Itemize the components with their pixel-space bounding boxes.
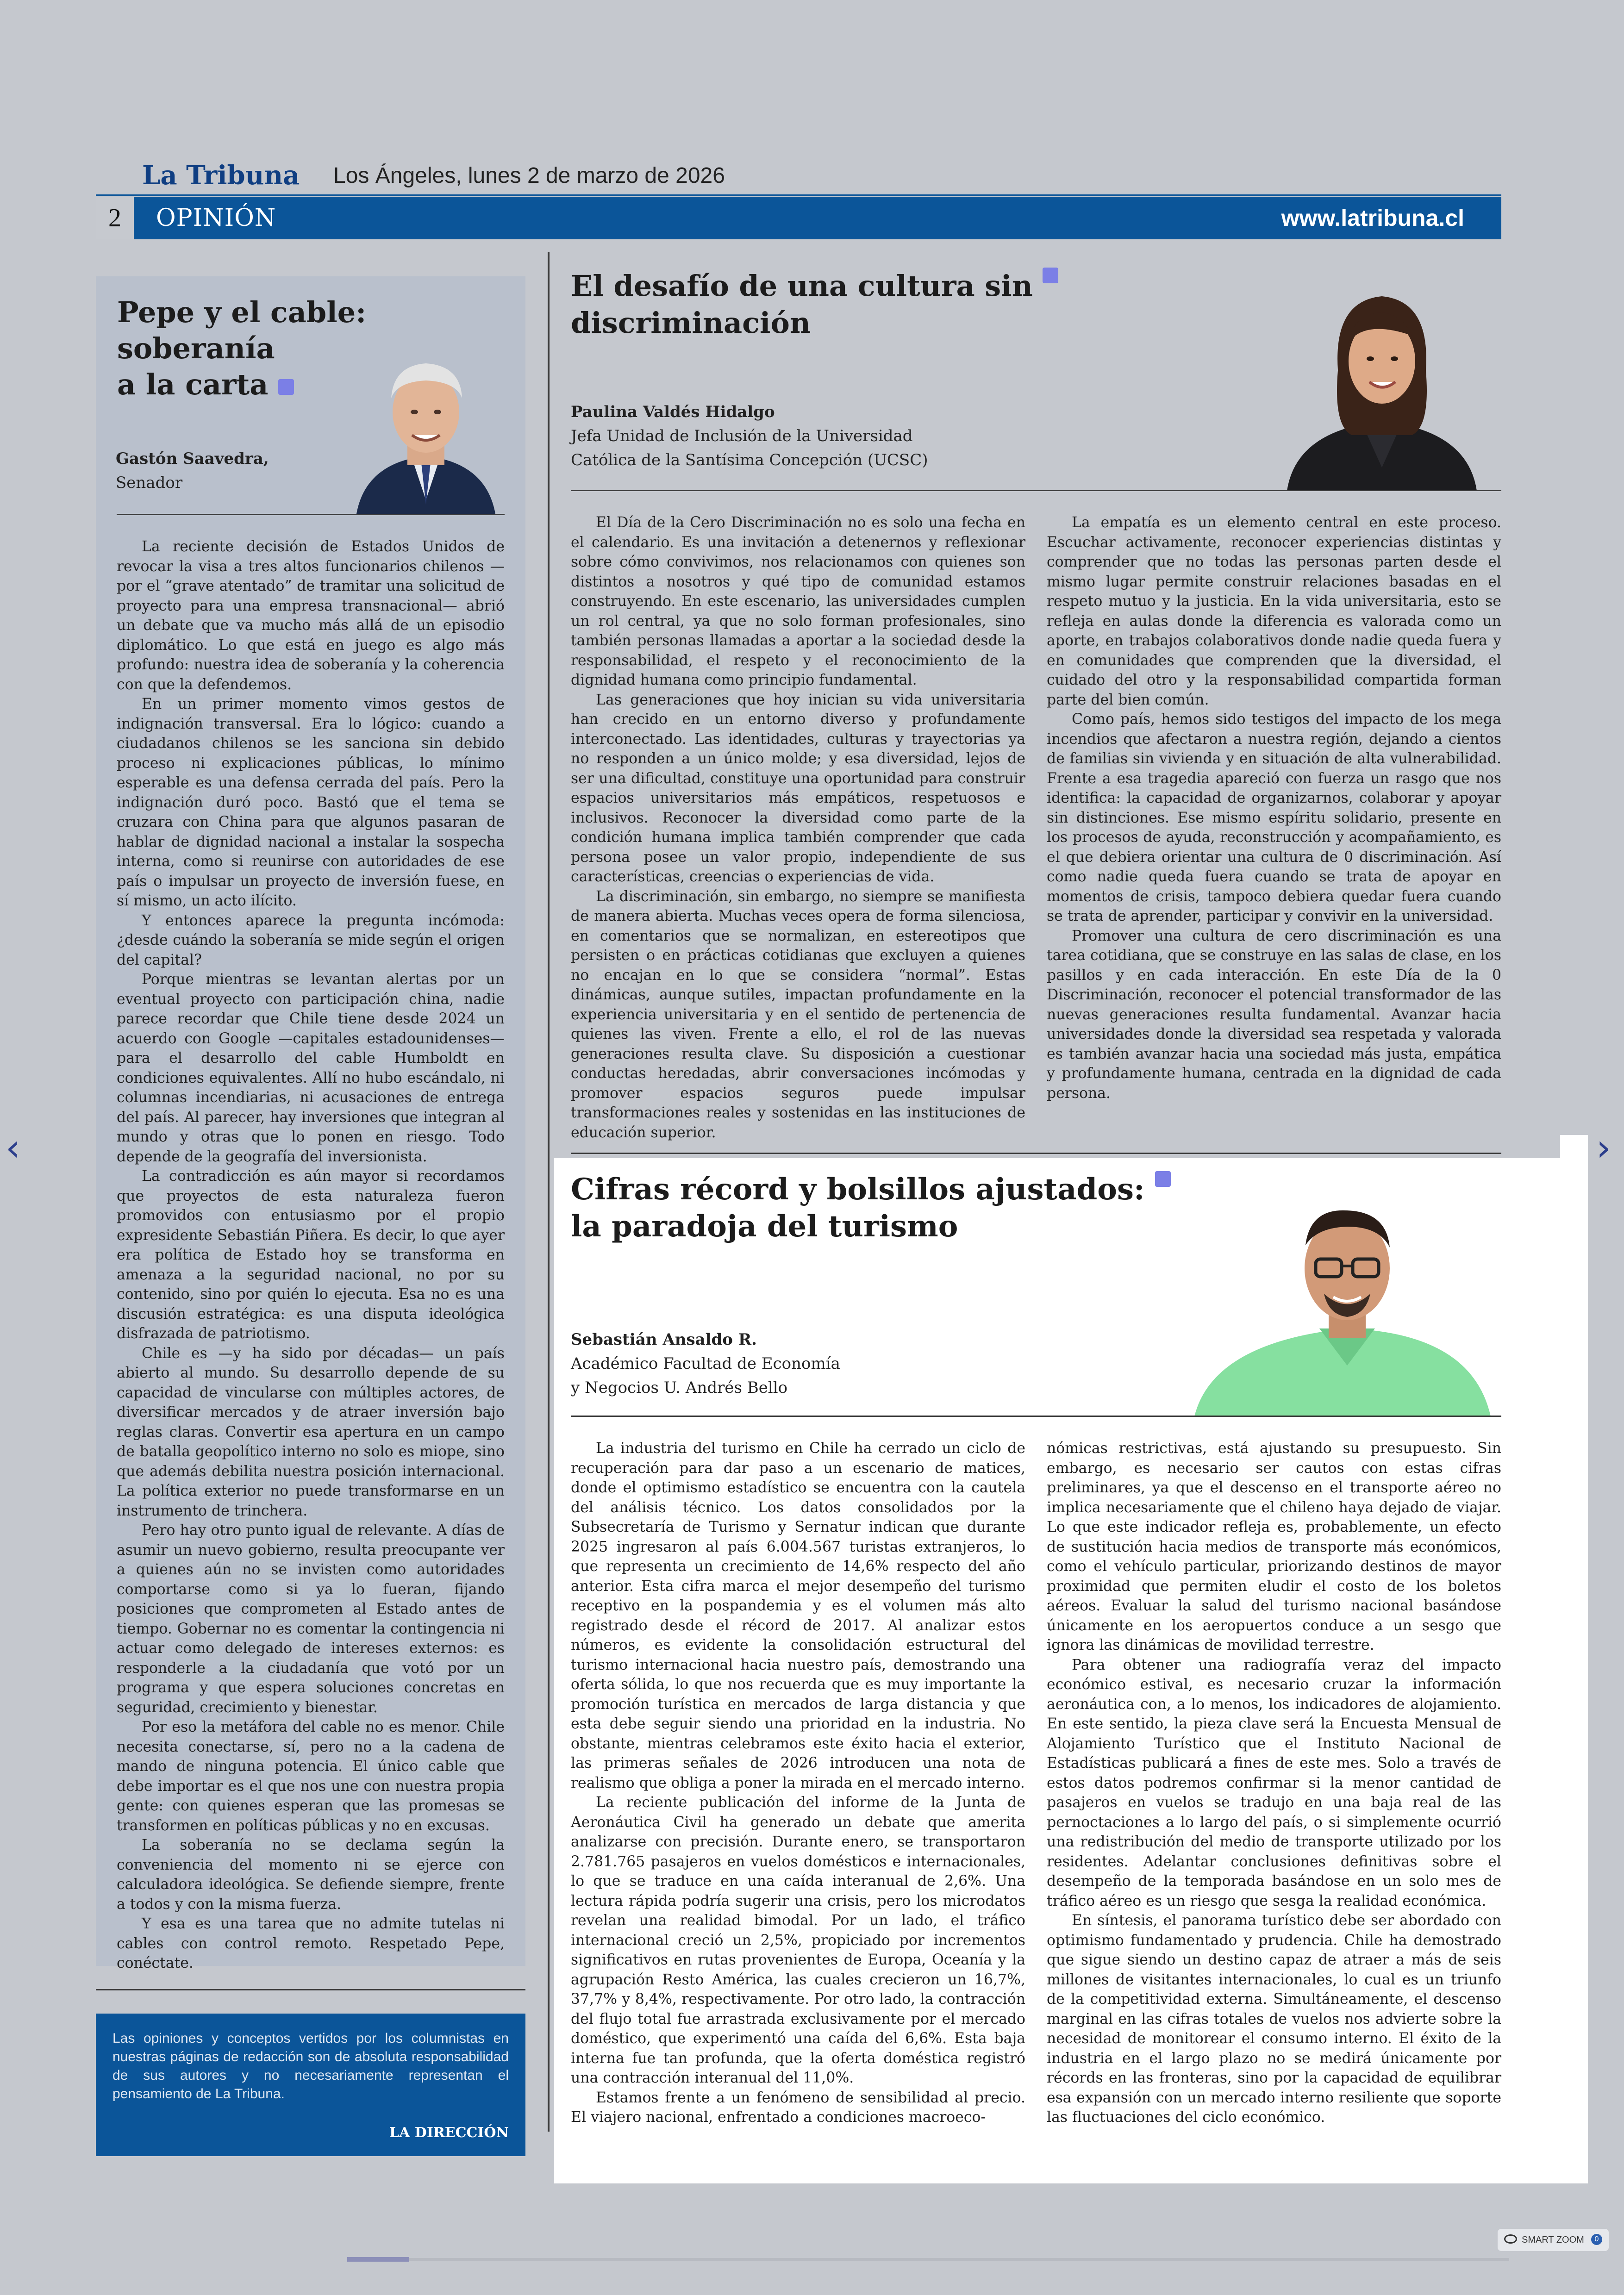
- paragraph: Como país, hemos sido testigos del impacto de los mega incendios que afectaron a nuestra región, dejando a cientos de familias sin vivienda y en situación de alta vulnerabilidad. Frente a esa tragedia apareció con fuerza un rasgo que nos identifica: la capacidad de organizarnos, colaborar y apoyar sin distinciones. Ese mismo espíritu solidario, presente en los procesos de ayuda, reconstrucción y acompañamiento, es el que debiera orientar una cultura de 0 discriminación. Así como nadie queda fuera cuando se trata de apoyar en momentos de crisis, tampoco debiera quedar fuera cuando se trata de aprender, participar y convivir en la universidad.: [1047, 711, 1501, 924]
- disclaimer-box: [96, 2014, 525, 2156]
- left-article-title: Pepe y el cable: soberanía a la carta: [117, 295, 367, 401]
- top-article-bottom-rule: [571, 1153, 1501, 1154]
- paragraph: La contradicción es aún mayor si recordamos que proyectos de esta naturaleza fueron promovidos con entusiasmo por el propio expresidente Sebastián Piñera. Es decir, lo que ayer era política de Estado hoy se transforma en amenaza a la seguridad nacional, no por su contenido, sino por quién lo ejecuta. Esa no es una discusión estratégica: es una disputa ideológica disfrazada de patriotismo.: [117, 1168, 505, 1342]
- header-rule: [96, 194, 1501, 196]
- author-photo-ansaldo: [1194, 1190, 1500, 1416]
- paragraph: La soberanía no se declama según la conveniencia del momento ni se ejerce con calculadora ideológica. Se defiende siempre, frente a todos y con la misma fuerza.: [117, 1837, 505, 1913]
- paragraph: El Día de la Cero Discriminación no es solo una fecha en el calendario. Es una invitación a detenernos y reflexionar sobre cómo convivimos, nos relacionamos con quienes son distintos a nosotros y qué tipo de comunidad estamos construyendo. En este escenario, las universidades cumplen un rol central, ya que no solo forman profesionales, sino también personas llamadas a aportar a la sociedad desde la responsabilidad, el respeto y el reconocimiento de la dignidad humana como principio fundamental.: [571, 514, 1025, 688]
- left-byline-rule: [117, 514, 505, 515]
- paragraph: En un primer momento vimos gestos de indignación transversal. Era lo lógico: cuando a ciudadanos chilenos se les sanciona sin debido proceso ni explicaciones públicas, lo mínimo esperable es una defensa cerrada del país. Pero la indignación duró poco. Bastó que el tema se cruzara con China para que algunos pasaran de hablar de dignidad nacional a instalar la sospecha interna, como si reunirse con autoridades de ese país o impulsar un proyecto de inversión fuese, en sí mismo, un acto ilícito.: [117, 696, 505, 909]
- disclaimer-text: Las opiniones y conceptos vertidos por los columnistas en nuestras páginas de redacción son de absoluta responsabilidad de sus autores y no necesariamente representan el pensamiento de La Tribuna.: [112, 2031, 509, 2102]
- column-divider: [548, 252, 550, 2132]
- page-number: 2: [108, 204, 121, 232]
- smart-zoom-badge: 0: [1591, 2234, 1602, 2245]
- paragraph: La industria del turismo en Chile ha cerrado un ciclo de recuperación para dar paso a un escenario de matices, donde el optimismo estadístico se encuentra con la cautela del análisis técnico. Los datos consolidados por la Subsecretaría de Turismo y Sernatur indican que durante 2025 ingresaron al país 6.004.567 turistas extranjeros, lo que representa un crecimiento de 14,6% respecto del año anterior. Esta cifra marca el mejor desempeño del turismo receptivo en la pospandemia y es el volumen más alto registrado desde el récord de 2017. Al analizar estos números, es evidente la consolidación estructural del turismo internacional hacia nuestro país, demostrando una oferta sólida, lo que nos recuerda que es muy importante la promoción turística en mercados de larga distancia y que esta debe seguir siendo una prioridad en la industria. No obstante, mientras celebramos este éxito hacia el exterior, las primeras señales de 2026 introducen una nota de realismo que obliga a poner la mirada en el mercado interno.: [571, 1440, 1025, 1791]
- author-photo-saavedra: [347, 347, 505, 514]
- smart-zoom-label: SMART ZOOM: [1522, 2235, 1584, 2245]
- paragraph: nómicas restrictivas, está ajustando su presupuesto. Sin embargo, es necesario ser cautos con estas cifras preliminares, ya que el descenso en el transporte aéreo no implica necesariamente que el chileno haya dejado de viajar. Lo que este indicador refleja es, probablemente, un efecto de sustitución hacia medios de transporte más económicos, como el vehículo particular, priorizando destinos de mayor proximidad que permiten eludir el costo de los boletos aéreos. Evaluar la salud del turismo nacional basándose únicamente en los aeropuertos conduce a un sesgo que ignora las dinámicas de movilidad terrestre.: [1047, 1440, 1501, 1653]
- top-article-column-1: [571, 513, 1025, 1142]
- paragraph: Promover una cultura de cero discriminación es una tarea cotidiana, que se construye en las salas de clase, en los pasillos y en cada interacción. En este Día de la 0 Discriminación, reconocer el potencial transformador de las nuevas generaciones resulta fundamental. Avanzar hacia universidades donde la diversidad sea respetada y valorada es también avanzar hacia una sociedad más justa, empática y profundamente humana, centrada en la dignidad de cada persona.: [1047, 927, 1501, 1102]
- section-title: OPINIÓN: [156, 204, 276, 232]
- page-scrubber-track[interactable]: [347, 2258, 1509, 2261]
- page-scrubber-thumb[interactable]: [347, 2257, 409, 2262]
- eye-icon: [1504, 2234, 1517, 2244]
- edit-icon[interactable]: [1043, 268, 1058, 283]
- paragraph: Porque mientras se levantan alertas por un eventual proyecto con participación china, nadie parece recordar que Chile tiene desde 2024 un acuerdo con Google —capitales estadounidenses— para el desarrollo del cable Humboldt en condiciones equivalentes. Allí no hubo escándalo, ni columnas incendiarias, ni acusaciones de entrega del país. Al parecer, hay inversiones que integran al mundo y otras que lo ponen en riesgo. Todo depende de la geografía del inversionista.: [117, 971, 505, 1165]
- top-article-title: El desafío de una cultura sin discriminación: [571, 268, 1265, 342]
- section-bar: [96, 197, 1501, 239]
- paragraph: Las generaciones que hoy inician su vida universitaria han crecido en un entorno diverso y profundamente interconectado. Las identidades, culturas y trayectorias ya no responden a un único molde; y esa diversidad, lejos de ser una dificultad, constituye una oportunidad para construir espacios universitarios más empáticos, respetuosos e inclusivos. Reconocer la diversidad como parte de la condición humana implica también comprender que cada persona posee un valor propio, independiente de sus características, creencias o experiencias de vida.: [571, 691, 1025, 885]
- bottom-article-title: Cifras récord y bolsillos ajustados: la paradoja del turismo: [571, 1171, 1265, 1245]
- left-bottom-rule: [96, 1989, 525, 1990]
- paragraph: La discriminación, sin embargo, no siempre se manifiesta de manera abierta. Muchas veces opera de forma silenciosa, en comentarios que se normalizan, en estereotipos que persisten o en prácticas cotidianas que excluyen a quienes no encajan en lo que se considera “normal”. Estas dinámicas, aunque sutiles, impactan profundamente en la experiencia universitaria y en el sentido de pertenencia de quienes las viven. Frente a ello, el rol de las nuevas generaciones resulta clave. Su disposición a cuestionar conductas heredadas, abrir conversaciones incómodas y promover espacios seguros puede impulsar transformaciones reales y sostenidas en las instituciones de educación superior.: [571, 888, 1025, 1141]
- edit-icon[interactable]: [1155, 1171, 1171, 1187]
- paragraph: La reciente publicación del informe de la Junta de Aeronáutica Civil ha generado un debate que amerita analizarse con precisión. Durante enero, se transportaron 2.781.765 pasajeros en vuelos domésticos e internacionales, lo que se traduce en una caída interanual de 2,6%. Una lectura rápida podría sugerir una crisis, pero los microdatos revelan una realidad bimodal. Por un lado, el tráfico internacional creció un 2,5%, propiciado por incrementos significativos en rutas provenientes de Europa, Oceanía y la agrupación Resto América, las cuales crecieron un 16,7%, 37,7% y 8,4%, respectivamente. Por otro lado, la contracción del flujo total fue arrastrada exclusivamente por el mercado doméstico, que experimentó una caída del 6,6%. Esta baja interna fue tan profunda, que la oferta doméstica registró una contracción interanual del 11,0%.: [571, 1794, 1025, 2086]
- bottom-article-column-1: [571, 1439, 1025, 2127]
- website-link[interactable]: www.latribuna.cl: [1281, 205, 1464, 231]
- edit-icon[interactable]: [278, 379, 294, 395]
- top-byline-rule: [571, 490, 1501, 491]
- top-article-byline: Paulina Valdés Hidalgo Jefa Unidad de Inclusión de la Universidad Católica de la Santísima Concepción (UCSC): [571, 403, 928, 469]
- top-article-column-2: [1047, 513, 1501, 1103]
- bottom-article-column-2: [1047, 1439, 1501, 2127]
- paragraph: Para obtener una radiografía veraz del impacto económico estival, es necesario cruzar la información aeronáutica con, a lo menos, los indicadores de alojamiento. En este sentido, la pieza clave será la Encuesta Mensual de Alojamiento Turístico que el Instituto Nacional de Estadísticas publicará a fines de este mes. Solo a través de estos datos podremos confirmar si la menor cantidad de pasajeros en vuelos se tradujo en una baja real de las pernoctaciones a lo largo del país, o si simplemente ocurrió una redistribución del medio de transporte utilizado por los residentes. Adelantar conclusiones definitivas sobre el desempeño de la temporada basándose en un solo mes de tráfico aéreo es un riesgo que sesga la realidad económica.: [1047, 1656, 1501, 1909]
- bottom-article-byline: Sebastián Ansaldo R. Académico Facultad de Economía y Negocios U. Andrés Bello: [571, 1330, 840, 1397]
- paragraph: La reciente decisión de Estados Unidos de revocar la visa a tres altos funcionarios chilenos —por el “grave atentado” de tramitar una solicitud de proyecto para una empresa transnacional— abrió un debate que va mucho más allá de un episodio diplomático. Lo que está en juego es algo más profundo: nuestra idea de soberanía y la coherencia con que la defendemos.: [117, 538, 505, 693]
- paragraph: Y esa es una tarea que no admite tutelas ni cables con control remoto. Respetado Pepe, conéctate.: [117, 1915, 505, 1971]
- masthead-logo: La Tribuna: [142, 160, 300, 191]
- paragraph: Por eso la metáfora del cable no es menor. Chile necesita conectarse, sí, pero no a la cadena de mando de ninguna potencia. El único cable que debe importar es el que nos une con nuestra propia gente: con quienes esperan que las promesas se transformen en políticas públicas y no en excusas.: [117, 1719, 505, 1834]
- author-photo-valdes: [1273, 273, 1491, 491]
- paragraph: Y entonces aparece la pregunta incómoda: ¿desde cuándo la soberanía se mide según el origen del capital?: [117, 912, 505, 968]
- paragraph: Estamos frente a un fenómeno de sensibilidad al precio. El viajero nacional, enfrentado a condiciones macroeco-: [571, 2089, 1025, 2126]
- paragraph: La empatía es un elemento central en este proceso. Escuchar activamente, reconocer experiencias distintas y comprender que no todas las personas parten desde el mismo lugar permite construir relaciones basadas en el respeto mutuo y la justicia. En la vida universitaria, esto se refleja en aulas donde la diferencia es valorada como un aporte, en trabajos colaborativos donde nadie queda fuera y en comunidades que comprenden que la diversidad, el cuidado del otro y la responsabilidad compartida forman parte del bien común.: [1047, 514, 1501, 708]
- paragraph: En síntesis, el panorama turístico debe ser abordado con optimismo fundamentado y prudencia. Chile ha demostrado que sigue siendo un destino capaz de atraer a más de seis millones de visitantes internacionales, lo cual es un triunfo de la competitividad externa. Simultáneamente, el descenso marginal en las cifras totales de vuelos nos advierte sobre la necesidad de monitorear el consumo interno. El éxito de la industria en el largo plazo no se medirá únicamente por récords en las fronteras, sino por la capacidad de equilibrar esa expansión con un mercado interno resiliente que soporte las fluctuaciones del ciclo económico.: [1047, 1912, 1501, 2126]
- prev-page-icon[interactable]: ‹: [6, 1126, 20, 1169]
- paragraph: Chile es —y ha sido por décadas— un país abierto al mundo. Su desarrollo depende de su capacidad de vincularse con múltiples actores, de diversificar mercados y de atraer inversión bajo reglas claras. Convertir esa apertura en un campo de batalla geopolítico interno no solo es miope, sino que además debilita nuestra posición internacional. La política exterior no puede transformarse en un instrumento de trinchera.: [117, 1345, 505, 1519]
- dateline: Los Ángeles, lunes 2 de marzo de 2026: [333, 163, 725, 188]
- left-article-byline: Gastón Saavedra, Senador: [116, 449, 269, 492]
- smart-zoom-button[interactable]: [1498, 2229, 1609, 2251]
- left-article-body: [117, 537, 505, 1973]
- paragraph: Pero hay otro punto igual de relevante. A días de asumir un nuevo gobierno, resulta preocupante ver a quienes aún no se invisten como autoridades comportarse como si ya lo fueran, fijando posiciones que comprometen al Estado antes de tiempo. Gobernar no es comentar la contingencia ni actuar como delegado de intereses externos: es responderle a la ciudadanía que votó por un programa y que espera soluciones concretas en seguridad, crecimiento y bienestar.: [117, 1522, 505, 1716]
- disclaimer-signature: LA DIRECCIÓN: [389, 2125, 509, 2141]
- bottom-byline-rule: [571, 1416, 1501, 1417]
- next-page-icon[interactable]: ›: [1596, 1126, 1611, 1169]
- page-number-box: [96, 197, 137, 239]
- bottom-article-panel-top: [1560, 1135, 1588, 1163]
